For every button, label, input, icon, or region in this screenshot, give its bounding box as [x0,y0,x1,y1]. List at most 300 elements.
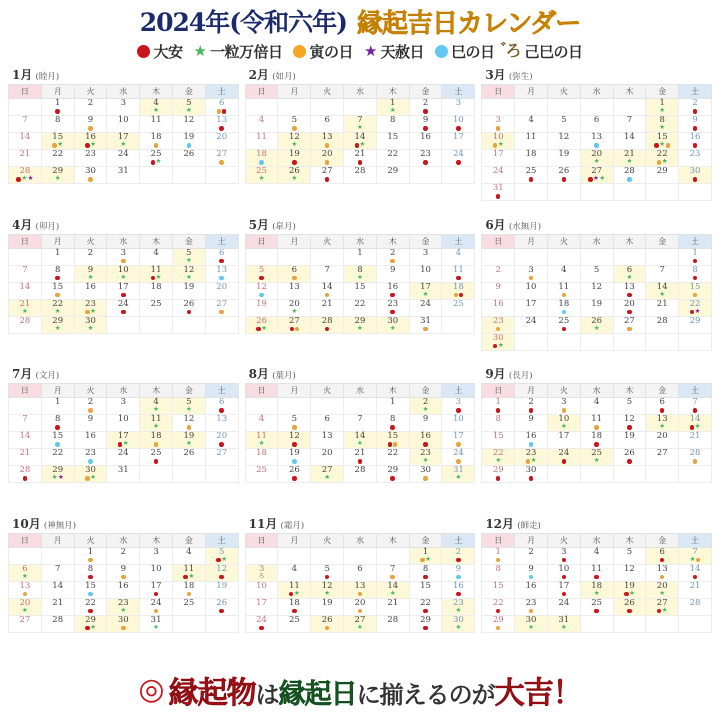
day-cell[interactable] [376,299,409,316]
day-cell[interactable] [74,449,107,466]
day-cell[interactable] [442,99,475,116]
day-cell[interactable] [547,282,580,299]
day-cell[interactable] [679,598,712,615]
day-cell[interactable] [409,466,442,483]
day-cell[interactable] [245,415,278,432]
day-cell[interactable] [278,167,311,184]
day-cell[interactable] [278,116,311,133]
day-cell[interactable] [205,299,238,316]
day-cell[interactable] [311,564,344,581]
day-cell[interactable] [140,248,173,265]
day-cell[interactable] [482,265,515,282]
day-cell[interactable] [245,299,278,316]
day-cell[interactable] [515,598,548,615]
day-cell[interactable] [9,466,42,483]
day-cell[interactable] [311,615,344,632]
day-cell[interactable] [311,299,344,316]
day-cell[interactable] [679,248,712,265]
day-cell[interactable] [376,99,409,116]
day-cell[interactable] [205,581,238,598]
day-cell[interactable] [41,581,74,598]
day-cell[interactable] [679,581,712,598]
day-cell[interactable] [311,449,344,466]
day-cell[interactable] [409,598,442,615]
day-cell[interactable] [482,316,515,333]
day-cell[interactable] [172,265,205,282]
day-cell[interactable] [646,415,679,432]
day-cell[interactable] [679,150,712,167]
day-cell[interactable] [376,564,409,581]
day-cell[interactable] [613,449,646,466]
day-cell[interactable] [311,316,344,333]
day-cell[interactable] [107,581,140,598]
day-cell[interactable] [278,449,311,466]
day-cell[interactable] [679,299,712,316]
day-cell[interactable] [409,282,442,299]
day-cell[interactable] [74,547,107,564]
day-cell[interactable] [311,150,344,167]
day-cell[interactable] [74,581,107,598]
day-cell[interactable] [74,432,107,449]
day-cell[interactable] [547,116,580,133]
day-cell[interactable] [580,547,613,564]
day-cell[interactable] [172,415,205,432]
day-cell[interactable] [580,316,613,333]
day-cell[interactable] [376,581,409,598]
day-cell[interactable] [140,398,173,415]
day-cell[interactable] [679,415,712,432]
day-cell[interactable] [580,116,613,133]
day-cell[interactable] [278,615,311,632]
day-cell[interactable] [41,598,74,615]
day-cell[interactable] [646,299,679,316]
day-cell[interactable] [482,415,515,432]
day-cell[interactable] [245,581,278,598]
day-cell[interactable] [646,282,679,299]
day-cell[interactable] [409,547,442,564]
day-cell[interactable] [205,265,238,282]
day-cell[interactable] [679,265,712,282]
day-cell[interactable] [74,299,107,316]
day-cell[interactable] [140,299,173,316]
day-cell[interactable] [344,316,377,333]
day-cell[interactable] [140,449,173,466]
day-cell[interactable] [107,99,140,116]
day-cell[interactable] [9,415,42,432]
day-cell[interactable] [9,449,42,466]
day-cell[interactable] [646,581,679,598]
day-cell[interactable] [482,167,515,184]
day-cell[interactable] [515,466,548,483]
day-cell[interactable] [376,398,409,415]
day-cell[interactable] [646,265,679,282]
day-cell[interactable] [41,466,74,483]
day-cell[interactable] [515,316,548,333]
day-cell[interactable] [172,432,205,449]
day-cell[interactable] [278,415,311,432]
day-cell[interactable] [482,615,515,632]
day-cell[interactable] [41,150,74,167]
day-cell[interactable] [140,564,173,581]
day-cell[interactable] [245,564,278,581]
day-cell[interactable] [205,116,238,133]
day-cell[interactable] [9,564,42,581]
day-cell[interactable] [376,432,409,449]
day-cell[interactable] [140,133,173,150]
day-cell[interactable] [409,116,442,133]
day-cell[interactable] [41,248,74,265]
day-cell[interactable] [311,432,344,449]
day-cell[interactable] [205,398,238,415]
day-cell[interactable] [646,547,679,564]
day-cell[interactable] [172,598,205,615]
day-cell[interactable] [580,133,613,150]
day-cell[interactable] [74,265,107,282]
day-cell[interactable] [205,282,238,299]
day-cell[interactable] [515,265,548,282]
day-cell[interactable] [74,598,107,615]
day-cell[interactable] [580,398,613,415]
day-cell[interactable] [41,316,74,333]
day-cell[interactable] [107,248,140,265]
day-cell[interactable] [245,150,278,167]
day-cell[interactable] [107,564,140,581]
day-cell[interactable] [107,615,140,632]
day-cell[interactable] [344,248,377,265]
day-cell[interactable] [245,615,278,632]
day-cell[interactable] [515,432,548,449]
day-cell[interactable] [613,133,646,150]
day-cell[interactable] [515,116,548,133]
day-cell[interactable] [679,398,712,415]
day-cell[interactable] [311,167,344,184]
day-cell[interactable] [107,133,140,150]
day-cell[interactable] [311,265,344,282]
day-cell[interactable] [344,150,377,167]
day-cell[interactable] [278,466,311,483]
day-cell[interactable] [409,150,442,167]
day-cell[interactable] [482,398,515,415]
day-cell[interactable] [205,432,238,449]
day-cell[interactable] [547,150,580,167]
day-cell[interactable] [107,265,140,282]
day-cell[interactable] [409,265,442,282]
day-cell[interactable] [613,598,646,615]
day-cell[interactable] [515,547,548,564]
day-cell[interactable] [107,466,140,483]
day-cell[interactable] [311,598,344,615]
day-cell[interactable] [344,116,377,133]
day-cell[interactable] [9,316,42,333]
day-cell[interactable] [646,398,679,415]
day-cell[interactable] [580,415,613,432]
day-cell[interactable] [580,564,613,581]
day-cell[interactable] [646,150,679,167]
day-cell[interactable] [376,598,409,615]
day-cell[interactable] [344,415,377,432]
day-cell[interactable] [679,116,712,133]
day-cell[interactable] [41,299,74,316]
day-cell[interactable] [41,133,74,150]
day-cell[interactable] [205,547,238,564]
day-cell[interactable] [74,398,107,415]
day-cell[interactable] [515,564,548,581]
day-cell[interactable] [409,316,442,333]
day-cell[interactable] [376,116,409,133]
day-cell[interactable] [74,167,107,184]
day-cell[interactable] [172,116,205,133]
day-cell[interactable] [41,415,74,432]
day-cell[interactable] [613,432,646,449]
day-cell[interactable] [311,116,344,133]
day-cell[interactable] [482,466,515,483]
day-cell[interactable] [442,615,475,632]
day-cell[interactable] [613,282,646,299]
day-cell[interactable] [205,99,238,116]
day-cell[interactable] [482,116,515,133]
day-cell[interactable] [140,598,173,615]
day-cell[interactable] [74,466,107,483]
day-cell[interactable] [409,449,442,466]
day-cell[interactable] [580,598,613,615]
day-cell[interactable] [409,581,442,598]
day-cell[interactable] [245,449,278,466]
day-cell[interactable] [74,133,107,150]
day-cell[interactable] [613,299,646,316]
day-cell[interactable] [442,299,475,316]
day-cell[interactable] [107,282,140,299]
day-cell[interactable] [74,615,107,632]
day-cell[interactable] [344,265,377,282]
day-cell[interactable] [442,547,475,564]
day-cell[interactable] [515,581,548,598]
day-cell[interactable] [515,615,548,632]
day-cell[interactable] [205,415,238,432]
day-cell[interactable] [646,564,679,581]
day-cell[interactable] [140,150,173,167]
day-cell[interactable] [580,167,613,184]
day-cell[interactable] [172,398,205,415]
day-cell[interactable] [140,615,173,632]
day-cell[interactable] [515,449,548,466]
day-cell[interactable] [482,333,515,350]
day-cell[interactable] [9,116,42,133]
day-cell[interactable] [74,564,107,581]
day-cell[interactable] [74,248,107,265]
day-cell[interactable] [278,299,311,316]
day-cell[interactable] [311,581,344,598]
day-cell[interactable] [172,449,205,466]
day-cell[interactable] [442,581,475,598]
day-cell[interactable] [107,299,140,316]
day-cell[interactable] [74,316,107,333]
day-cell[interactable] [613,547,646,564]
day-cell[interactable] [515,299,548,316]
day-cell[interactable] [245,265,278,282]
day-cell[interactable] [409,415,442,432]
day-cell[interactable] [376,133,409,150]
day-cell[interactable] [442,415,475,432]
day-cell[interactable] [613,415,646,432]
day-cell[interactable] [482,432,515,449]
day-cell[interactable] [9,299,42,316]
day-cell[interactable] [9,150,42,167]
day-cell[interactable] [344,282,377,299]
day-cell[interactable] [547,316,580,333]
day-cell[interactable] [442,564,475,581]
day-cell[interactable] [278,133,311,150]
day-cell[interactable] [107,449,140,466]
day-cell[interactable] [278,432,311,449]
day-cell[interactable] [679,316,712,333]
day-cell[interactable] [172,99,205,116]
day-cell[interactable] [409,299,442,316]
day-cell[interactable] [679,167,712,184]
day-cell[interactable] [482,133,515,150]
day-cell[interactable] [172,581,205,598]
day-cell[interactable] [646,116,679,133]
day-cell[interactable] [580,432,613,449]
day-cell[interactable] [409,99,442,116]
day-cell[interactable] [442,598,475,615]
day-cell[interactable] [646,449,679,466]
day-cell[interactable] [344,167,377,184]
day-cell[interactable] [107,116,140,133]
day-cell[interactable] [376,282,409,299]
day-cell[interactable] [547,133,580,150]
day-cell[interactable] [311,282,344,299]
day-cell[interactable] [482,547,515,564]
day-cell[interactable] [482,449,515,466]
day-cell[interactable] [41,615,74,632]
day-cell[interactable] [344,299,377,316]
day-cell[interactable] [140,432,173,449]
day-cell[interactable] [409,432,442,449]
day-cell[interactable] [376,466,409,483]
day-cell[interactable] [679,282,712,299]
day-cell[interactable] [515,150,548,167]
day-cell[interactable] [172,299,205,316]
day-cell[interactable] [376,248,409,265]
day-cell[interactable] [376,449,409,466]
day-cell[interactable] [41,116,74,133]
day-cell[interactable] [107,415,140,432]
day-cell[interactable] [646,167,679,184]
day-cell[interactable] [646,316,679,333]
day-cell[interactable] [376,316,409,333]
day-cell[interactable] [442,265,475,282]
day-cell[interactable] [172,248,205,265]
day-cell[interactable] [172,547,205,564]
day-cell[interactable] [74,116,107,133]
day-cell[interactable] [74,150,107,167]
day-cell[interactable] [205,598,238,615]
day-cell[interactable] [278,150,311,167]
day-cell[interactable] [580,581,613,598]
day-cell[interactable] [41,432,74,449]
day-cell[interactable] [344,466,377,483]
day-cell[interactable] [311,466,344,483]
day-cell[interactable] [172,133,205,150]
day-cell[interactable] [515,167,548,184]
day-cell[interactable] [311,415,344,432]
day-cell[interactable] [613,581,646,598]
day-cell[interactable] [442,133,475,150]
day-cell[interactable] [140,265,173,282]
day-cell[interactable] [205,150,238,167]
day-cell[interactable] [140,547,173,564]
day-cell[interactable] [344,581,377,598]
day-cell[interactable] [245,316,278,333]
day-cell[interactable] [9,133,42,150]
day-cell[interactable] [140,116,173,133]
day-cell[interactable] [245,133,278,150]
day-cell[interactable] [9,167,42,184]
day-cell[interactable] [613,316,646,333]
day-cell[interactable] [547,415,580,432]
day-cell[interactable] [482,598,515,615]
day-cell[interactable] [376,167,409,184]
day-cell[interactable] [442,466,475,483]
day-cell[interactable] [41,449,74,466]
day-cell[interactable] [515,415,548,432]
day-cell[interactable] [409,615,442,632]
day-cell[interactable] [172,150,205,167]
day-cell[interactable] [41,564,74,581]
day-cell[interactable] [74,282,107,299]
day-cell[interactable] [205,564,238,581]
day-cell[interactable] [547,265,580,282]
day-cell[interactable] [376,415,409,432]
day-cell[interactable] [344,598,377,615]
day-cell[interactable] [245,282,278,299]
day-cell[interactable] [344,615,377,632]
day-cell[interactable] [580,299,613,316]
day-cell[interactable] [613,398,646,415]
day-cell[interactable] [547,299,580,316]
day-cell[interactable] [278,564,311,581]
day-cell[interactable] [646,99,679,116]
day-cell[interactable] [344,133,377,150]
day-cell[interactable] [278,282,311,299]
day-cell[interactable] [140,99,173,116]
day-cell[interactable] [613,150,646,167]
day-cell[interactable] [580,150,613,167]
day-cell[interactable] [580,282,613,299]
day-cell[interactable] [41,265,74,282]
day-cell[interactable] [613,116,646,133]
day-cell[interactable] [278,598,311,615]
day-cell[interactable] [409,133,442,150]
day-cell[interactable] [613,167,646,184]
day-cell[interactable] [107,432,140,449]
day-cell[interactable] [679,432,712,449]
day-cell[interactable] [344,432,377,449]
day-cell[interactable] [245,167,278,184]
day-cell[interactable] [205,449,238,466]
day-cell[interactable] [679,449,712,466]
day-cell[interactable] [41,398,74,415]
day-cell[interactable] [409,564,442,581]
day-cell[interactable] [482,282,515,299]
day-cell[interactable] [442,449,475,466]
day-cell[interactable] [515,398,548,415]
day-cell[interactable] [580,265,613,282]
day-cell[interactable] [9,265,42,282]
day-cell[interactable] [547,564,580,581]
day-cell[interactable] [547,398,580,415]
day-cell[interactable] [646,432,679,449]
